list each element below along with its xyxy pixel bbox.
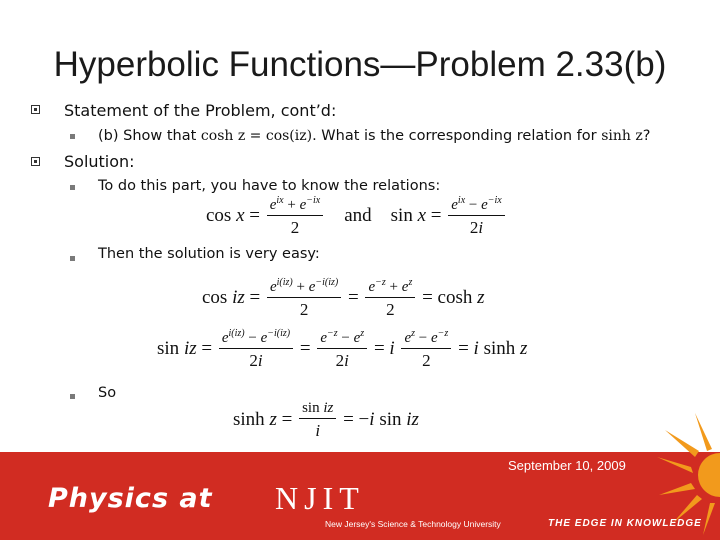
edge-tagline: THE EDGE IN KNOWLEDGE [548,518,702,529]
statement-text-b: . What is the corresponding relation for [312,128,597,144]
statement-math-b: sinh z [601,128,643,144]
njit-logo-text: NJIT [275,480,365,516]
statement-text-a: (b) Show that [98,128,197,144]
bullet-small [70,185,75,190]
statement-text-c: ? [642,128,651,144]
solution-sub2: Then the solution is very easy: [98,246,320,262]
relation-equations: cos x = $\frac{e^{ix} + e^{-ix}}{2}$ and sin x = $\frac{e^{ix} - e^{-ix}}{2i}$ [206,195,507,238]
bullet-small [70,394,75,399]
bullet-square [31,157,40,166]
njit-tagline: New Jersey's Science & Technology University [325,519,501,529]
statement-heading: Statement of the Problem, cont’d: [64,101,337,120]
statement-math-a: cosh z = cos(iz) [200,128,313,144]
cos-iz-equation: cos iz = $\frac{e^{i(iz)} + e^{-i(iz)}}{2}$ = $\frac{e^{-z} + e^z}{2}$ = cosh z [202,277,485,319]
bullet-square [31,105,40,114]
bullet-small [70,256,75,261]
sin-iz-equation: sin iz = $\frac{e^{i(iz)} - e^{-i(iz)}}{2i}$ = $\frac{e^{-z} - e^z}{2i}$ = i $\frac{e^z - e^{-z}}{2}$ = i sinh z [157,328,528,370]
statement-text [98,128,650,144]
solution-sub1: To do this part, you have to know the relations: [98,178,441,194]
solution-heading: Solution: [64,152,135,171]
page-title: Hyperbolic Functions—Problem 2.33(b) [53,45,667,84]
footer-date: September 10, 2009 [508,458,626,473]
physics-logo-text: Physics at [48,483,213,514]
sinh-z-equation: sinh z = $\frac{\text{sin iz}}{i}$ = −i sin iz [233,400,419,440]
bullet-small [70,134,75,139]
solution-sub3: So [98,385,117,401]
